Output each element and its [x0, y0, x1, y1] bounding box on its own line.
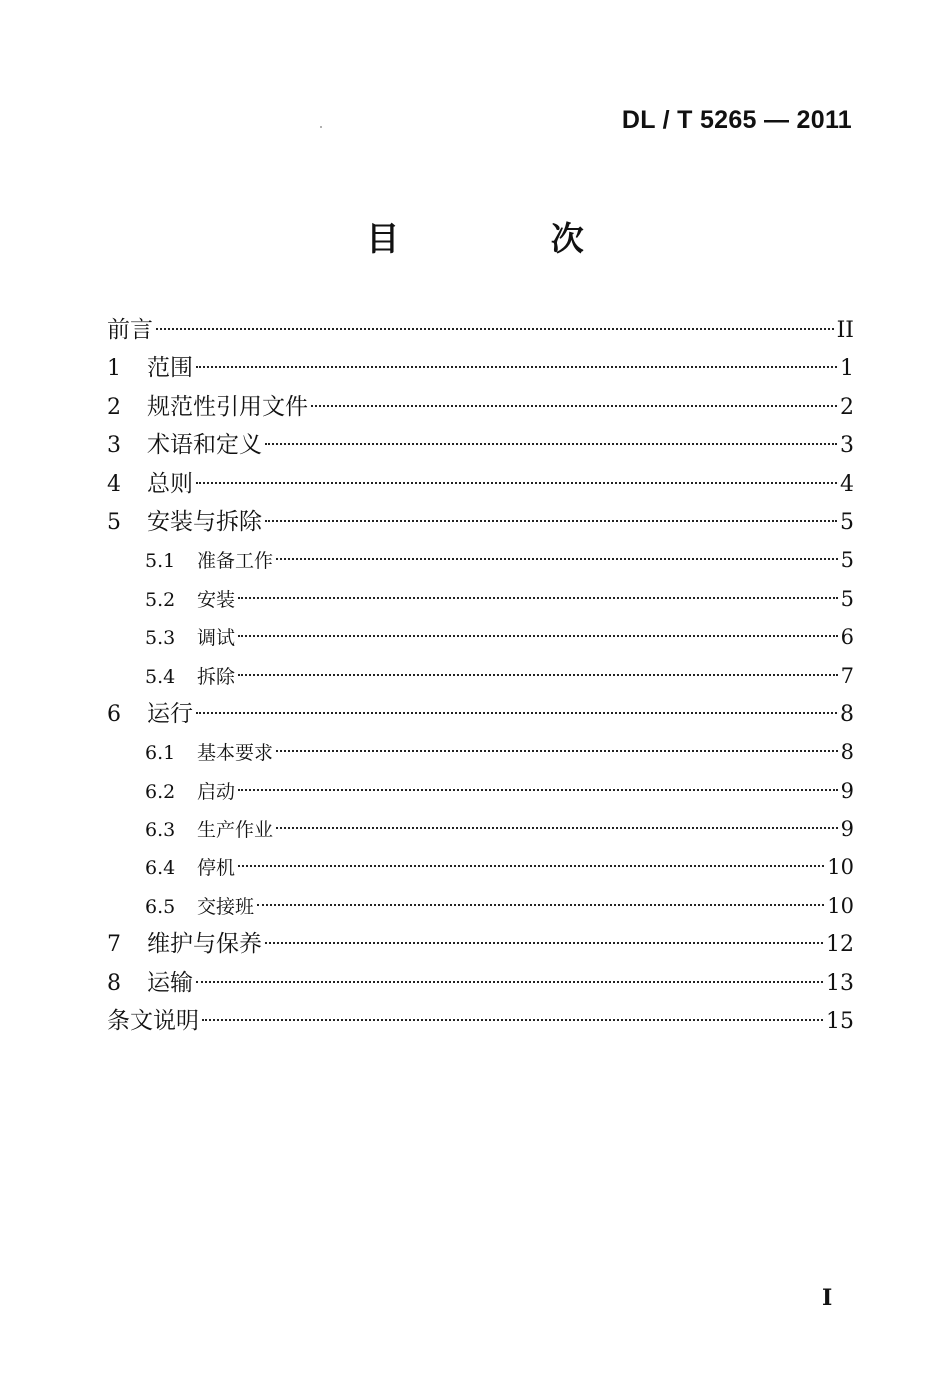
toc-entry-number: 5.1 — [145, 550, 176, 573]
toc-entry-number: 6 — [107, 701, 121, 727]
toc-entry-label: 运输 — [147, 969, 193, 996]
toc-entry-page: 4 — [840, 471, 854, 497]
dot-leader — [276, 750, 838, 752]
toc-entry-label: 条文说明 — [107, 1008, 199, 1035]
toc-entry[interactable] — [107, 349, 854, 387]
dot-leader — [238, 865, 824, 867]
toc-entry-label: 维护与保养 — [147, 931, 262, 958]
toc-entry[interactable] — [107, 848, 854, 886]
toc-entry-number: 5.2 — [145, 588, 176, 611]
toc-entry-number: 5.3 — [145, 627, 176, 650]
toc-entry-page: 12 — [826, 932, 854, 958]
page-number: I — [822, 1285, 833, 1311]
toc-entry[interactable] — [107, 810, 854, 848]
toc-entry-page: 7 — [840, 663, 854, 688]
dot-leader — [238, 597, 838, 599]
toc-entry-page: 5 — [840, 509, 854, 535]
toc-entry-page: 2 — [840, 394, 854, 420]
toc-entry-page: 5 — [840, 586, 854, 611]
toc-entry-page: 10 — [827, 893, 854, 918]
toc-entry-label: 准备工作 — [197, 550, 274, 573]
toc-entry-number: 6.3 — [145, 819, 176, 842]
toc-entry-page: 10 — [827, 855, 854, 880]
toc-entry-number: 1 — [107, 356, 121, 382]
toc-entry-number: 8 — [107, 970, 121, 996]
dot-leader — [265, 942, 823, 944]
dot-leader — [202, 1019, 823, 1021]
toc-entry[interactable] — [107, 541, 854, 579]
toc-entry[interactable] — [107, 964, 854, 1002]
toc-entry-label: 规范性引用文件 — [147, 393, 308, 420]
page-title: 目 次 — [366, 219, 654, 258]
toc-entry[interactable] — [107, 695, 854, 733]
toc-entry-number: 6.4 — [145, 857, 176, 880]
dot-leader — [196, 482, 837, 484]
toc-entry-label: 安装与拆除 — [147, 508, 262, 535]
toc-entry-page: 15 — [826, 1009, 854, 1035]
table-of-contents — [107, 311, 854, 1040]
toc-entry[interactable] — [107, 618, 854, 656]
toc-entry-number: 6.2 — [145, 780, 176, 803]
toc-entry[interactable] — [107, 772, 854, 810]
toc-entry-label: 总则 — [147, 470, 193, 497]
toc-entry-page: 8 — [840, 740, 854, 765]
toc-entry-page: 1 — [840, 356, 854, 382]
standard-code: DL / T 5265 — 2011 — [621, 106, 852, 134]
toc-entry-label: 术语和定义 — [147, 432, 262, 459]
toc-entry-page: 6 — [840, 625, 854, 650]
toc-entry-page: 13 — [826, 970, 854, 996]
dot-leader — [311, 405, 837, 407]
toc-entry-number: 3 — [107, 433, 121, 459]
toc-entry[interactable] — [107, 503, 854, 541]
toc-entry-page: 9 — [840, 817, 854, 842]
toc-entry-page: 5 — [840, 548, 854, 573]
toc-entry-page: 9 — [840, 778, 854, 803]
dot-leader — [238, 674, 838, 676]
toc-entry[interactable] — [107, 465, 854, 503]
toc-entry[interactable] — [107, 1002, 854, 1040]
toc-entry[interactable] — [107, 426, 854, 464]
toc-entry-label: 拆除 — [197, 665, 236, 688]
toc-entry-number: 6.1 — [145, 742, 176, 765]
toc-entry-label: 调试 — [197, 627, 236, 650]
toc-entry-label: 启动 — [197, 780, 236, 803]
dot-leader — [276, 558, 838, 560]
toc-entry[interactable] — [107, 580, 854, 618]
toc-entry-label: 范围 — [147, 355, 193, 382]
toc-entry[interactable] — [107, 311, 854, 349]
toc-entry[interactable] — [107, 733, 854, 771]
dot-leader — [238, 789, 838, 791]
dot-leader — [257, 904, 824, 906]
toc-entry-number: 2 — [107, 394, 121, 420]
toc-entry-label: 生产作业 — [197, 819, 274, 842]
dot-leader — [238, 635, 838, 637]
toc-entry[interactable] — [107, 925, 854, 963]
dot-leader — [196, 981, 823, 983]
dot-leader — [265, 520, 837, 522]
toc-entry-label: 安装 — [197, 588, 236, 611]
toc-entry-label: 运行 — [147, 700, 193, 727]
toc-entry-number: 5.4 — [145, 665, 176, 688]
toc-entry-label: 基本要求 — [197, 742, 274, 765]
dot-leader — [196, 366, 837, 368]
toc-entry[interactable] — [107, 388, 854, 426]
dot-leader — [265, 443, 837, 445]
scan-speck — [320, 126, 322, 128]
toc-entry-page: II — [836, 318, 854, 343]
toc-entry-label: 前言 — [107, 317, 153, 343]
toc-entry-number: 7 — [107, 932, 121, 958]
toc-entry-number: 5 — [107, 509, 121, 535]
toc-entry-label: 交接班 — [197, 895, 255, 918]
toc-entry[interactable] — [107, 657, 854, 695]
toc-entry-number: 4 — [107, 471, 121, 497]
dot-leader — [276, 827, 838, 829]
dot-leader — [156, 328, 834, 330]
toc-entry[interactable] — [107, 887, 854, 925]
toc-entry-label: 停机 — [197, 857, 236, 880]
toc-entry-number: 6.5 — [145, 895, 176, 918]
toc-entry-page: 8 — [840, 701, 854, 727]
dot-leader — [196, 712, 837, 714]
toc-entry-page: 3 — [840, 433, 854, 459]
